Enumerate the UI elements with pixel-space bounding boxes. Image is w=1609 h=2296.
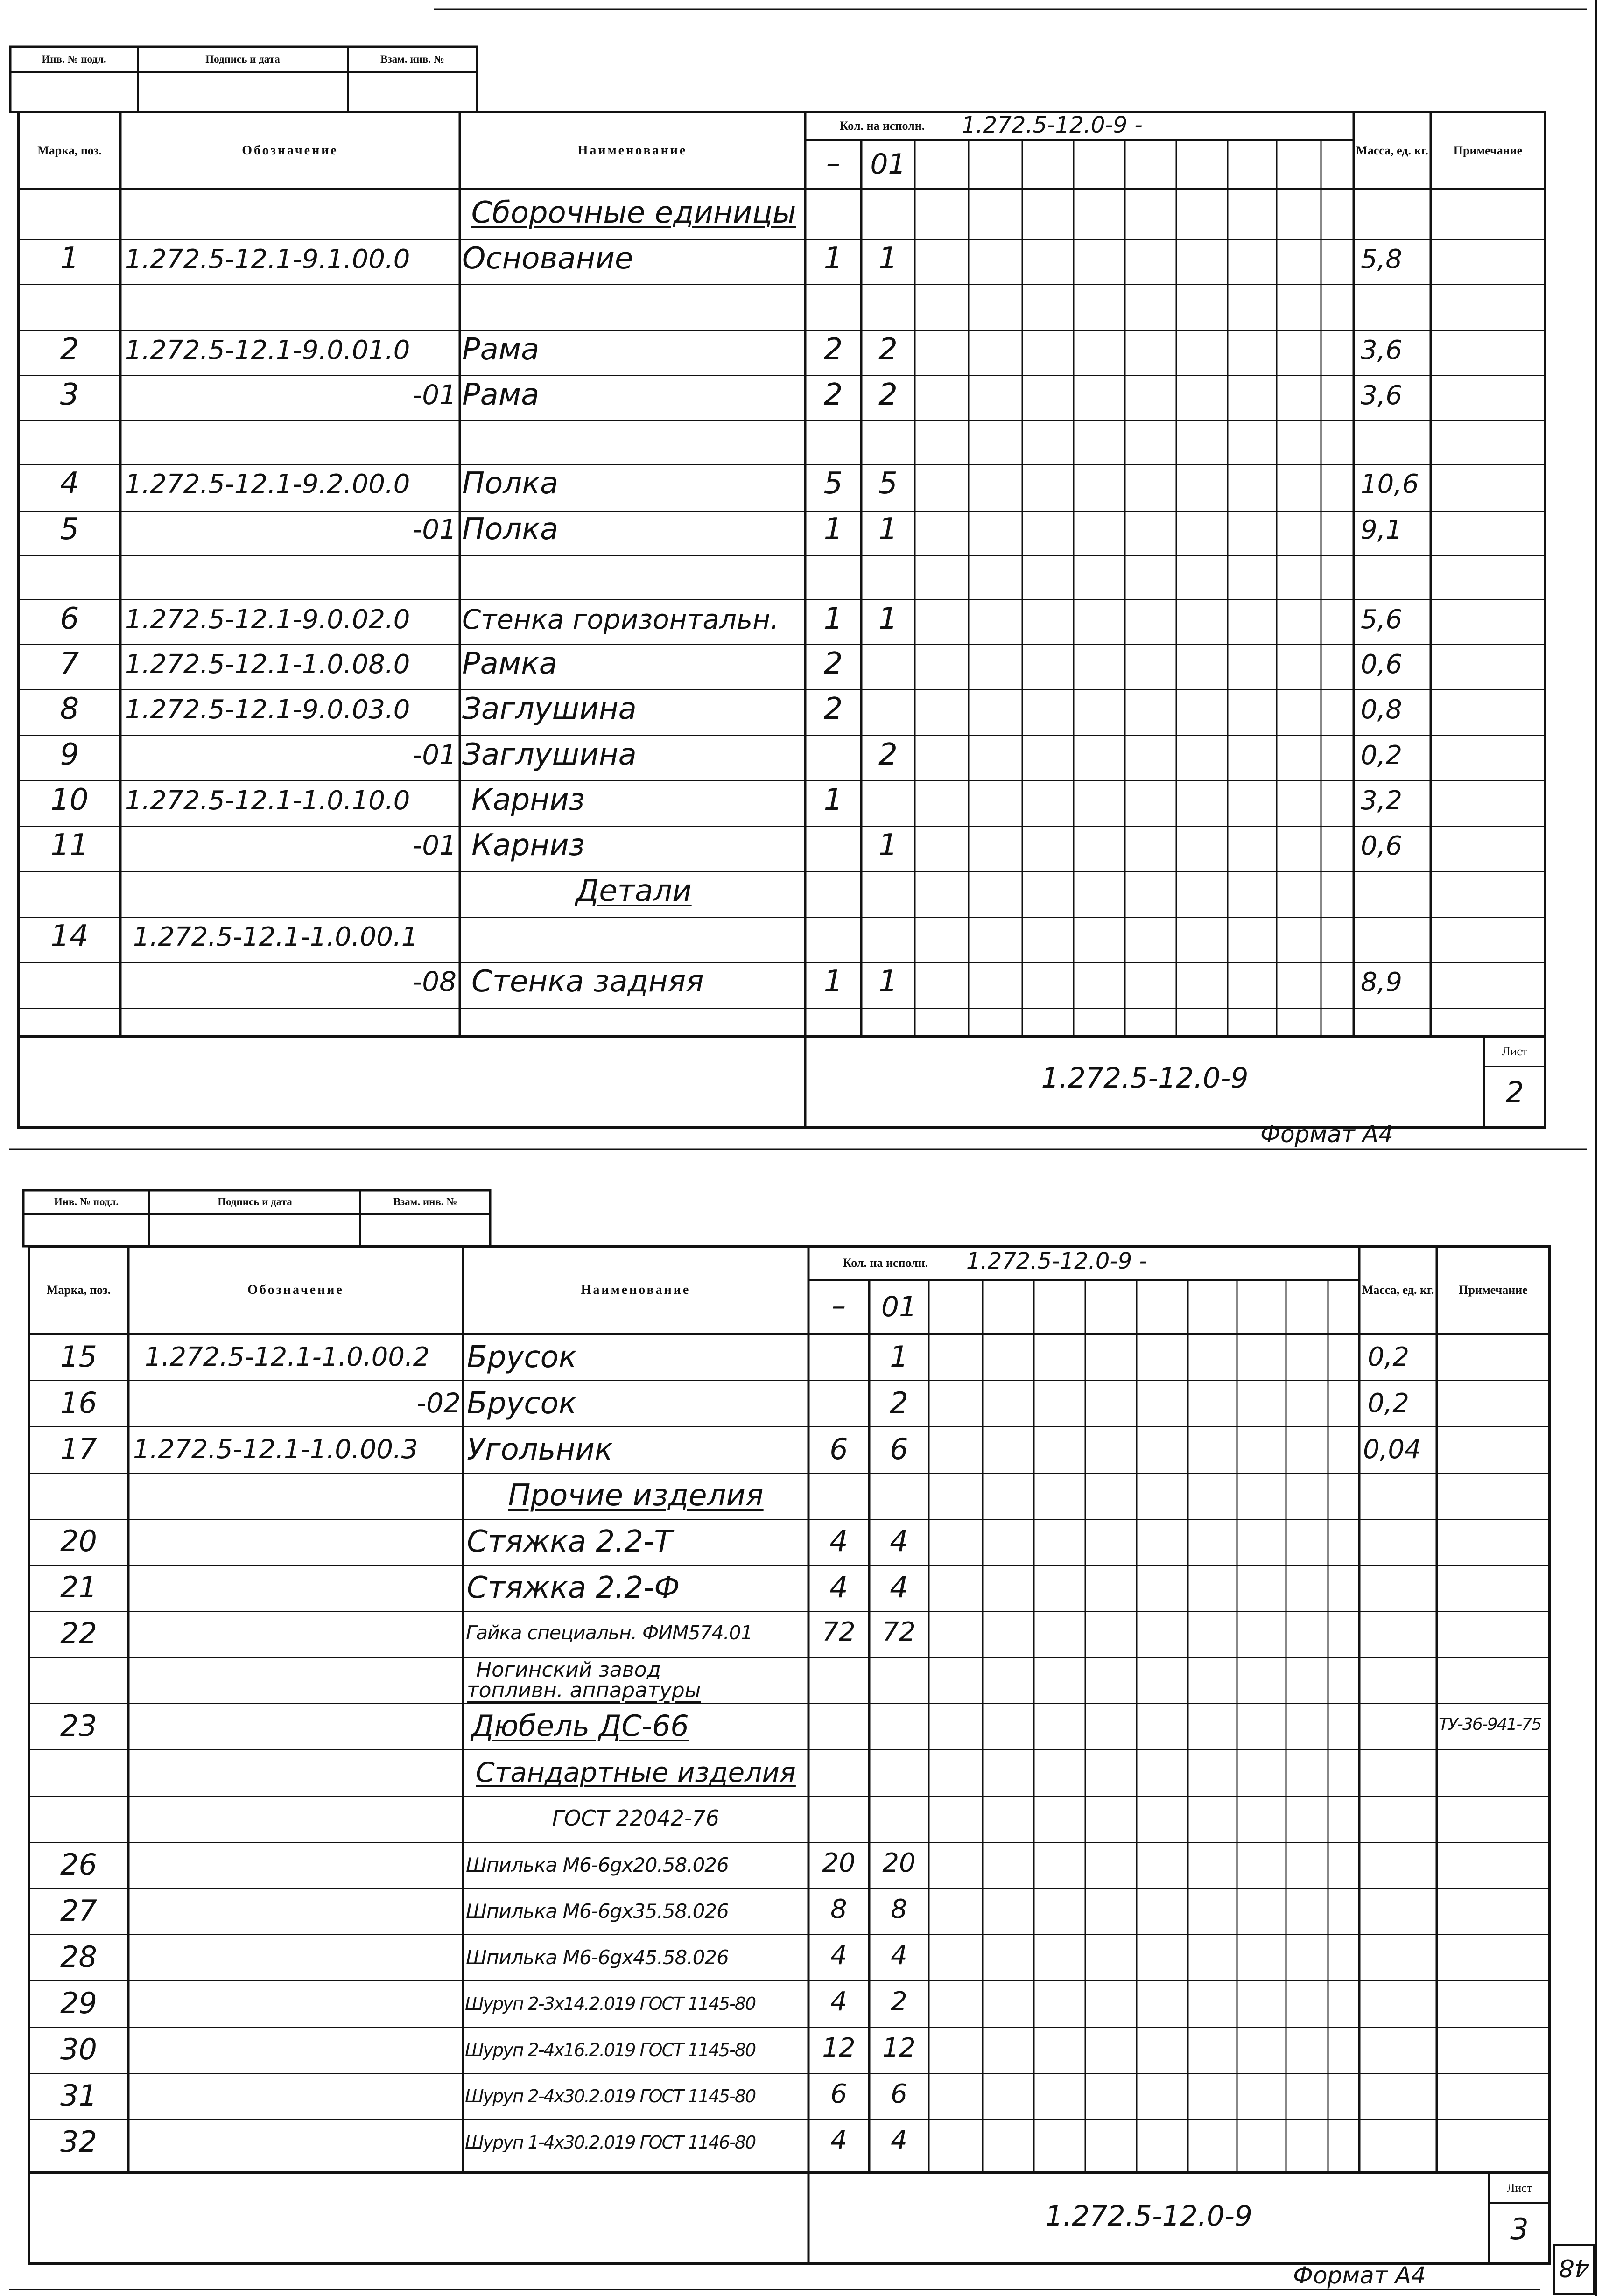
- row-qty-01: 2: [878, 332, 898, 367]
- row-name: Стяжка 2.2-Т: [467, 1524, 673, 1559]
- stamp-inv-label: Инв. № подл.: [54, 1195, 119, 1208]
- row-designation: -02: [416, 1387, 461, 1419]
- row-qty-01: 20: [882, 1848, 916, 1878]
- row-qty-base: 2: [823, 646, 843, 681]
- row-name: Карниз: [471, 828, 585, 863]
- row-qty-01: 1: [878, 964, 898, 999]
- row-qty-01: 1: [878, 602, 898, 636]
- row-name: Шпилька М6-6gх45.58.026: [466, 1946, 729, 1969]
- row-pos: 2: [60, 332, 79, 367]
- row-pos: 17: [60, 1432, 97, 1466]
- row-name: ГОСТ 22042-76: [552, 1805, 720, 1831]
- row-pos: 29: [60, 1986, 97, 2020]
- row-mass: 5,6: [1361, 604, 1403, 635]
- sheet-label: Лист: [1502, 1044, 1528, 1058]
- row-qty-01: 1: [878, 241, 898, 276]
- header-name: Наименование: [577, 143, 688, 158]
- row-pos: 4: [60, 466, 79, 501]
- row-mass: 10,6: [1361, 469, 1419, 499]
- row-designation: 1.272.5-12.1-1.0.10.0: [125, 786, 410, 816]
- row-name: Основание: [462, 241, 633, 276]
- row-name: Шпилька М6-6gх20.58.026: [466, 1854, 729, 1876]
- row-name: Шуруп 2-4х16.2.019 ГОСТ 1145-80: [465, 2040, 756, 2060]
- row-qty-01: 8: [891, 1894, 907, 1924]
- row-pos: 10: [50, 783, 89, 817]
- row-qty-01: 12: [882, 2033, 916, 2063]
- header-mass: Масса, ед. кг.: [1356, 143, 1428, 157]
- row-qty-base: 1: [823, 964, 843, 999]
- header-mark: Марка, поз.: [37, 143, 102, 157]
- row-mass: 0,04: [1363, 1434, 1421, 1465]
- row-pos: 26: [60, 1847, 97, 1882]
- row-pos: 3: [60, 378, 79, 412]
- row-qty-01: 5: [878, 466, 898, 501]
- row-mass: 0,8: [1361, 695, 1403, 725]
- row-pos: 7: [60, 646, 79, 681]
- row-qty-base: 1: [823, 783, 843, 817]
- row-mass: 5,8: [1361, 244, 1403, 274]
- row-pos: 22: [60, 1616, 97, 1650]
- row-name: Брусок: [467, 1340, 577, 1375]
- row-qty-base: 4: [830, 1987, 847, 2017]
- row-qty-base: 4: [830, 1940, 847, 1971]
- row-qty-base: 8: [830, 1894, 847, 1924]
- row-name: Шпилька М6-6gх35.58.026: [466, 1900, 729, 1923]
- row-designation: 1.272.5-12.1-1.0.00.3: [133, 1434, 418, 1465]
- row-mass: 3,2: [1361, 786, 1403, 816]
- row-name: Стяжка 2.2-Ф: [467, 1571, 680, 1605]
- header-name: Наименование: [581, 1283, 691, 1298]
- row-name: Детали: [576, 874, 692, 908]
- row-name: Стандартные изделия: [476, 1756, 796, 1788]
- row-pos: 11: [50, 828, 89, 863]
- row-name: Заглушина: [462, 737, 637, 772]
- row-name: Стенка горизонтальн.: [462, 604, 779, 635]
- col-dash: –: [826, 147, 840, 180]
- row-designation: 1.272.5-12.1-9.0.03.0: [125, 695, 410, 725]
- col-dash: –: [832, 1290, 846, 1322]
- row-pos: 5: [60, 512, 79, 547]
- row-qty-01: 2: [878, 378, 898, 412]
- row-qty-01: 4: [890, 1524, 908, 1558]
- row-pos: 23: [60, 1709, 97, 1743]
- header-designation: Обозначение: [242, 143, 338, 158]
- row-name: Дюбель ДС-66: [471, 1709, 689, 1743]
- row-mass: 0,2: [1368, 1388, 1410, 1418]
- row-pos: 15: [60, 1340, 97, 1374]
- header-qty: Кол. на исполн.: [843, 1256, 928, 1270]
- row-designation: -01: [412, 513, 457, 545]
- row-qty-base: 72: [822, 1617, 856, 1647]
- row-designation: -01: [412, 379, 457, 411]
- row-qty-base: 2: [823, 692, 843, 726]
- row-designation: 1.272.5-12.1-9.1.00.0: [125, 244, 410, 274]
- row-qty-01: 2: [878, 737, 898, 772]
- row-qty-base: 4: [829, 1524, 848, 1558]
- row-qty-01: 2: [891, 1987, 907, 2017]
- row-qty-01: 1: [878, 512, 898, 547]
- row-qty-01: 4: [890, 1570, 908, 1604]
- doc-code: 1.272.5-12.0-9: [1045, 2200, 1253, 2233]
- row-qty-01: 2: [890, 1386, 908, 1420]
- row-name: Шуруп 2-3х14.2.019 ГОСТ 1145-80: [465, 1994, 756, 2014]
- row-pos: 32: [60, 2125, 97, 2159]
- row-name: Угольник: [467, 1432, 613, 1467]
- sheet-page-3: [0, 1153, 1609, 2296]
- row-mass: 0,2: [1368, 1342, 1410, 1372]
- row-name: Стенка задняя: [471, 964, 704, 999]
- row-designation: -01: [412, 829, 457, 861]
- row-name: Гайка специальн. ФИМ574.01: [466, 1622, 752, 1644]
- row-pos: 21: [60, 1570, 97, 1604]
- row-qty-base: 4: [830, 2125, 847, 2156]
- row-qty-base: 6: [830, 2079, 847, 2109]
- row-name: Прочие изделия: [508, 1478, 764, 1513]
- row-pos: 27: [60, 1894, 97, 1928]
- header-note: Примечание: [1459, 1283, 1528, 1297]
- qty-code: 1.272.5-12.0-9 -: [962, 112, 1143, 138]
- row-pos: 20: [60, 1524, 97, 1558]
- format-label: Формат А4: [1293, 2262, 1426, 2289]
- row-note: ТУ-36-941-75: [1439, 1715, 1541, 1734]
- row-pos: 9: [60, 737, 79, 772]
- sheet-label: Лист: [1506, 2181, 1532, 2195]
- row-mass: 8,9: [1361, 967, 1403, 997]
- row-pos: 6: [60, 602, 79, 636]
- row-name: Карниз: [471, 783, 585, 817]
- row-qty-01: 4: [891, 2125, 907, 2156]
- row-name: Полка: [462, 466, 559, 501]
- row-pos: 16: [60, 1386, 97, 1420]
- row-designation: 1.272.5-12.1-1.0.08.0: [125, 649, 410, 680]
- row-qty-base: 2: [823, 332, 843, 367]
- row-name: Сборочные единицы: [471, 196, 796, 230]
- row-designation: -08: [412, 966, 457, 997]
- row-name: Заглушина: [462, 692, 637, 726]
- format-label: Формат А4: [1260, 1121, 1393, 1148]
- col-01: 01: [870, 148, 906, 181]
- header-designation: Обозначение: [247, 1283, 344, 1298]
- row-mass: 0,6: [1361, 649, 1403, 680]
- row-mass: 3,6: [1361, 380, 1403, 411]
- stamp-vzam-label: Взам. инв. №: [380, 53, 444, 65]
- row-qty-base: 12: [822, 2033, 856, 2063]
- row-qty-base: 20: [822, 1848, 856, 1878]
- header-note: Примечание: [1453, 143, 1523, 157]
- margin-number: 48: [1559, 2254, 1590, 2282]
- row-designation: 1.272.5-12.1-1.0.00.2: [145, 1342, 430, 1372]
- row-designation: 1.272.5-12.1-9.2.00.0: [125, 469, 410, 499]
- row-qty-base: 1: [823, 241, 843, 276]
- stamp-inv-label: Инв. № подл.: [42, 53, 106, 65]
- row-name: Шуруп 1-4х30.2.019 ГОСТ 1146-80: [465, 2132, 756, 2153]
- row-qty-base: 4: [829, 1570, 848, 1604]
- row-qty-01: 1: [878, 828, 898, 863]
- row-qty-01: 72: [882, 1617, 916, 1647]
- stamp-vzam-label: Взам. инв. №: [393, 1195, 457, 1208]
- row-pos: 8: [60, 692, 79, 726]
- sheet-number: 3: [1510, 2212, 1529, 2246]
- row-name: Рама: [462, 332, 540, 367]
- header-mass: Масса, ед. кг.: [1362, 1283, 1434, 1297]
- stamp-sign-label: Подпись и дата: [205, 53, 280, 65]
- row-designation: 1.272.5-12.1-9.0.01.0: [125, 335, 410, 365]
- row-name: Ногинский завод: [476, 1658, 661, 1682]
- row-mass: 0,6: [1361, 831, 1403, 861]
- doc-code: 1.272.5-12.0-9: [1041, 1062, 1249, 1095]
- row-mass: 0,2: [1361, 740, 1403, 771]
- row-name: Рама: [462, 378, 540, 412]
- row-name: Брусок: [467, 1386, 577, 1421]
- row-name: Рамка: [462, 646, 557, 681]
- stamp-sign-label: Подпись и дата: [218, 1195, 292, 1208]
- row-mass: 3,6: [1361, 335, 1403, 365]
- row-qty-01: 6: [890, 1432, 908, 1466]
- row-designation: 1.272.5-12.1-9.0.02.0: [125, 604, 410, 635]
- row-name: Шуруп 2-4х30.2.019 ГОСТ 1145-80: [465, 2086, 756, 2106]
- row-mass: 9,1: [1361, 515, 1403, 545]
- row-qty-base: 5: [823, 466, 843, 501]
- row-qty-01: 4: [891, 1940, 907, 1971]
- sheet-number: 2: [1505, 1075, 1524, 1109]
- row-pos: 31: [60, 2078, 97, 2113]
- header-mark: Марка, поз.: [46, 1283, 111, 1297]
- row-qty-01: 1: [890, 1340, 908, 1374]
- row-pos: 28: [60, 1940, 97, 1974]
- row-name: Полка: [462, 512, 559, 547]
- row-qty-01: 6: [891, 2079, 907, 2109]
- row-qty-base: 2: [823, 378, 843, 412]
- row-designation: -01: [412, 739, 457, 771]
- qty-code: 1.272.5-12.0-9 -: [966, 1248, 1147, 1274]
- row-pos: 14: [50, 919, 89, 954]
- row-pos: 1: [60, 241, 79, 276]
- row-qty-base: 1: [823, 512, 843, 547]
- row-qty-base: 6: [829, 1432, 848, 1466]
- row-qty-base: 1: [823, 602, 843, 636]
- row-name-2: топливн. аппаратуры: [467, 1678, 701, 1702]
- col-01: 01: [881, 1291, 917, 1323]
- header-qty: Кол. на исполн.: [839, 119, 925, 133]
- row-pos: 30: [60, 2032, 97, 2066]
- row-designation: 1.272.5-12.1-1.0.00.1: [133, 922, 418, 952]
